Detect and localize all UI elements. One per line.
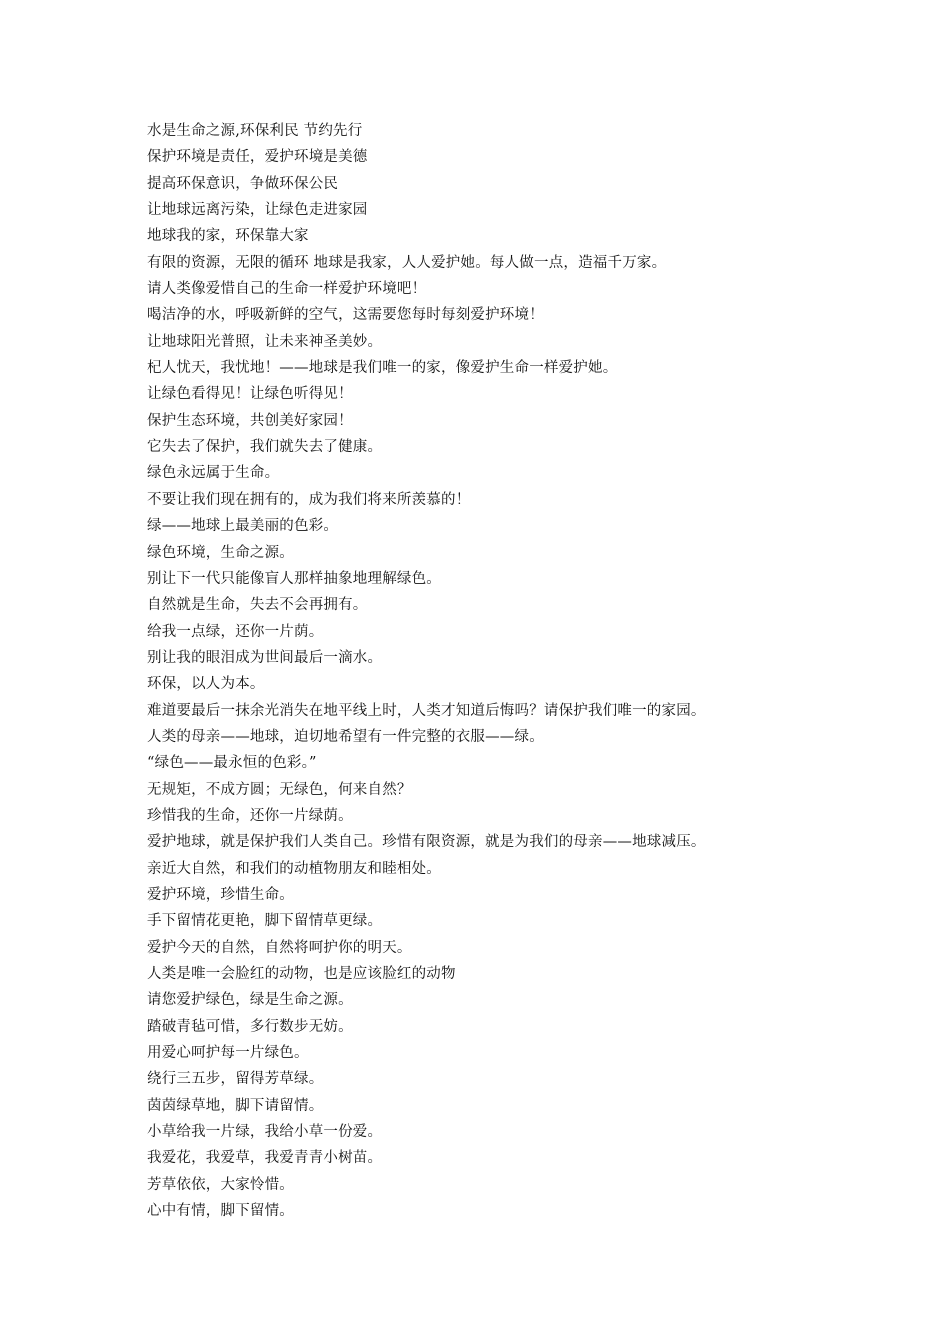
slogan-line: 不要让我们现在拥有的，成为我们将来所羡慕的！ (147, 491, 471, 508)
slogan-line: 绿色永远属于生命。 (147, 465, 280, 482)
slogan-line: 珍惜我的生命，还你一片绿荫。 (147, 807, 353, 824)
slogan-line: 芳草依依，大家怜惜。 (147, 1176, 294, 1193)
slogan-line: 无规矩，不成方圆；无绿色，何来自然？ (147, 781, 412, 798)
slogan-line: 爱护今天的自然，自然将呵护你的明天。 (147, 939, 412, 956)
slogan-line: 人类的母亲——地球，迫切地希望有一件完整的衣服——绿。 (147, 728, 544, 745)
slogan-line: 让地球阳光普照，让未来神圣美妙。 (147, 333, 383, 350)
slogan-line: 亲近大自然，和我们的动植物朋友和睦相处。 (147, 860, 441, 877)
slogan-line: 绿——地球上最美丽的色彩。 (147, 518, 339, 535)
slogan-line: 手下留情花更艳，脚下留情草更绿。 (147, 913, 383, 930)
slogan-line: 别让我的眼泪成为世间最后一滴水。 (147, 649, 383, 666)
slogan-line: 我爱花，我爱草，我爱青青小树苗。 (147, 1150, 383, 1167)
slogan-line: 别让下一代只能像盲人那样抽象地理解绿色。 (147, 570, 441, 587)
slogan-line: 水是生命之源,环保利民 节约先行 (147, 123, 363, 139)
slogan-line: 绿色环境，生命之源。 (147, 544, 294, 561)
slogan-line: 有限的资源，无限的循环 地球是我家，人人爱护她。每人做一点，造福千万家。 (147, 254, 667, 271)
slogan-line: 请您爱护绿色，绿是生命之源。 (147, 992, 353, 1009)
slogan-line: 爱护环境，珍惜生命。 (147, 886, 294, 903)
slogan-line: 给我一点绿，还你一片荫。 (147, 623, 324, 640)
slogan-line: 小草给我一片绿，我给小草一份爱。 (147, 1124, 383, 1141)
slogan-line: 让绿色看得见！让绿色听得见！ (147, 386, 353, 403)
slogan-line: 难道要最后一抹余光消失在地平线上时，人类才知道后悔吗？请保护我们唯一的家园。 (147, 702, 706, 719)
slogan-list (147, 118, 827, 1224)
slogan-line: 爱护地球，就是保护我们人类自己。珍惜有限资源，就是为我们的母亲——地球减压。 (147, 834, 706, 851)
slogan-line: 保护生态环境，共创美好家园！ (147, 412, 353, 429)
slogan-line: 让地球远离污染，让绿色走进家园 (147, 202, 368, 219)
slogan-line: 喝洁净的水，呼吸新鲜的空气，这需要您每时每刻爱护环境！ (147, 307, 544, 324)
slogan-line: 环保，以人为本。 (147, 676, 265, 693)
slogan-line: 请人类像爱惜自己的生命一样爱护环境吧！ (147, 281, 427, 298)
slogan-line: “绿色——最永恒的色彩。” (147, 755, 317, 772)
slogan-line: 地球我的家，环保靠大家 (147, 228, 309, 245)
slogan-line: 提高环保意识，争做环保公民 (147, 175, 339, 192)
slogan-line: 自然就是生命，失去不会再拥有。 (147, 597, 368, 614)
slogan-line: 茵茵绿草地，脚下请留情。 (147, 1097, 324, 1114)
slogan-line: 用爱心呵护每一片绿色。 (147, 1045, 309, 1062)
slogan-line: 保护环境是责任，爱护环境是美德 (147, 149, 368, 166)
slogan-line: 人类是唯一会脸红的动物，也是应该脸红的动物 (147, 966, 456, 982)
slogan-line: 心中有情，脚下留情。 (147, 1203, 294, 1220)
slogan-line: 杞人忧天，我忧地！——地球是我们唯一的家，像爱护生命一样爱护她。 (147, 360, 618, 377)
slogan-line: 绕行三五步，留得芳草绿。 (147, 1071, 324, 1088)
slogan-line: 它失去了保护，我们就失去了健康。 (147, 439, 383, 456)
slogan-line: 踏破青毡可惜，多行数步无妨。 (147, 1018, 353, 1035)
